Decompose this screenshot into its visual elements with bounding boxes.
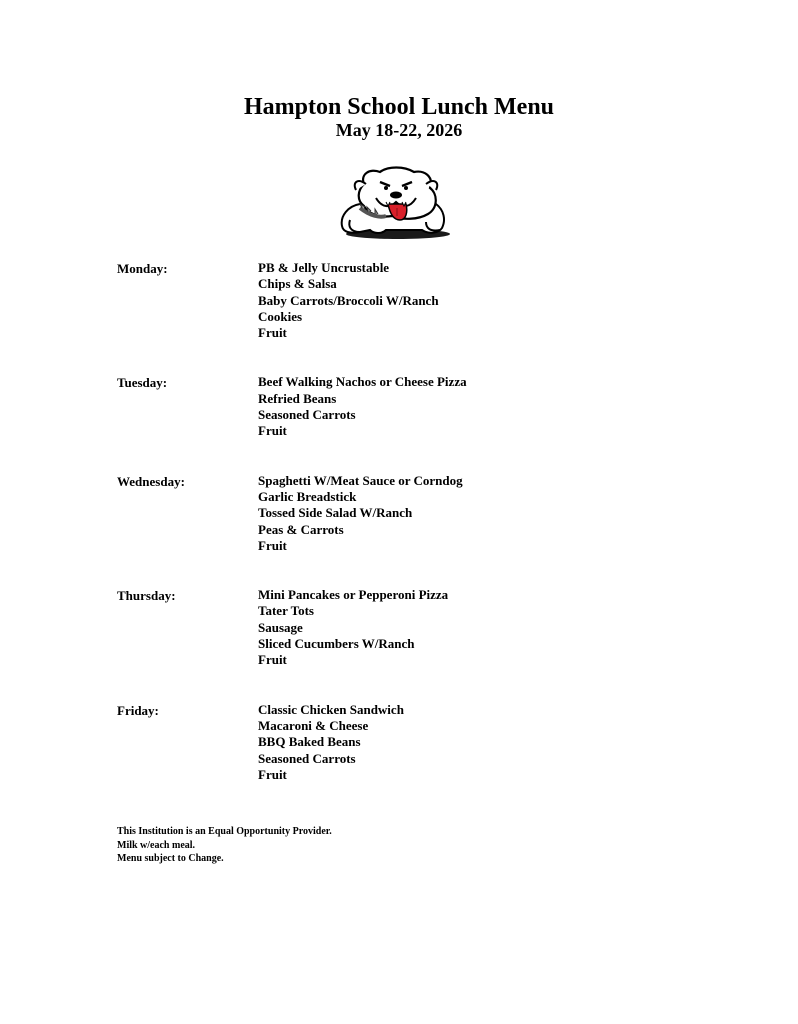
menu-item: Garlic Breadstick (258, 488, 357, 504)
footer-notes (117, 825, 332, 866)
menu-item: BBQ Baked Beans (258, 734, 361, 750)
menu-item: Seasoned Carrots (258, 407, 356, 423)
menu-item: Spaghetti W/Meat Sauce or Corndog (258, 472, 463, 488)
day-block-tuesday (117, 374, 717, 439)
day-label: Tuesday: (117, 375, 168, 391)
menu-item: Fruit (258, 766, 287, 782)
day-items (258, 587, 717, 668)
menu-item: Peas & Carrots (258, 521, 344, 537)
menu-item: Cookies (258, 308, 303, 324)
menu-item: Fruit (258, 537, 287, 553)
footer-line: Menu subject to Change. (117, 853, 224, 864)
menu-item: Sliced Cucumbers W/Ranch (258, 636, 415, 652)
day-label: Thursday: (117, 588, 176, 604)
menu-item: Baby Carrots/Broccoli W/Ranch (258, 292, 439, 308)
menu-item: Fruit (258, 325, 287, 341)
page-title: Hampton School Lunch Menu (243, 94, 555, 120)
bulldog-mascot-icon (330, 164, 460, 242)
menu-item: Macaroni & Cheese (258, 717, 369, 733)
menu-item: Tater Tots (258, 603, 314, 619)
day-block-thursday (117, 587, 717, 668)
page-subtitle: May 18-22, 2026 (335, 120, 463, 140)
day-label: Wednesday: (117, 473, 185, 489)
menu-item: Classic Chicken Sandwich (258, 701, 404, 717)
day-items (258, 473, 717, 554)
menu-item: Tossed Side Salad W/Ranch (258, 505, 413, 521)
menu-item: Sausage (258, 619, 303, 635)
footer-line: This Institution is an Equal Opportunity Provider. (117, 826, 332, 837)
day-label: Friday: (117, 702, 159, 718)
day-block-friday (117, 702, 717, 783)
day-block-monday (117, 260, 717, 341)
day-block-wednesday (117, 473, 717, 554)
menu-item: Fruit (258, 423, 287, 439)
day-label: Monday: (117, 261, 168, 276)
menu-item: Mini Pancakes or Pepperoni Pizza (258, 587, 449, 603)
menu-item: Beef Walking Nachos or Cheese Pizza (258, 374, 467, 390)
footer-line: Milk w/each meal. (117, 839, 196, 851)
day-items (258, 374, 717, 439)
menu-item: Seasoned Carrots (258, 750, 356, 766)
menu-item: PB & Jelly Uncrustable (258, 260, 390, 275)
menu-item: Fruit (258, 652, 287, 668)
menu-item: Chips & Salsa (258, 276, 337, 292)
day-items (258, 260, 717, 341)
day-items (258, 702, 717, 783)
menu (117, 260, 717, 816)
menu-item: Refried Beans (258, 390, 337, 406)
